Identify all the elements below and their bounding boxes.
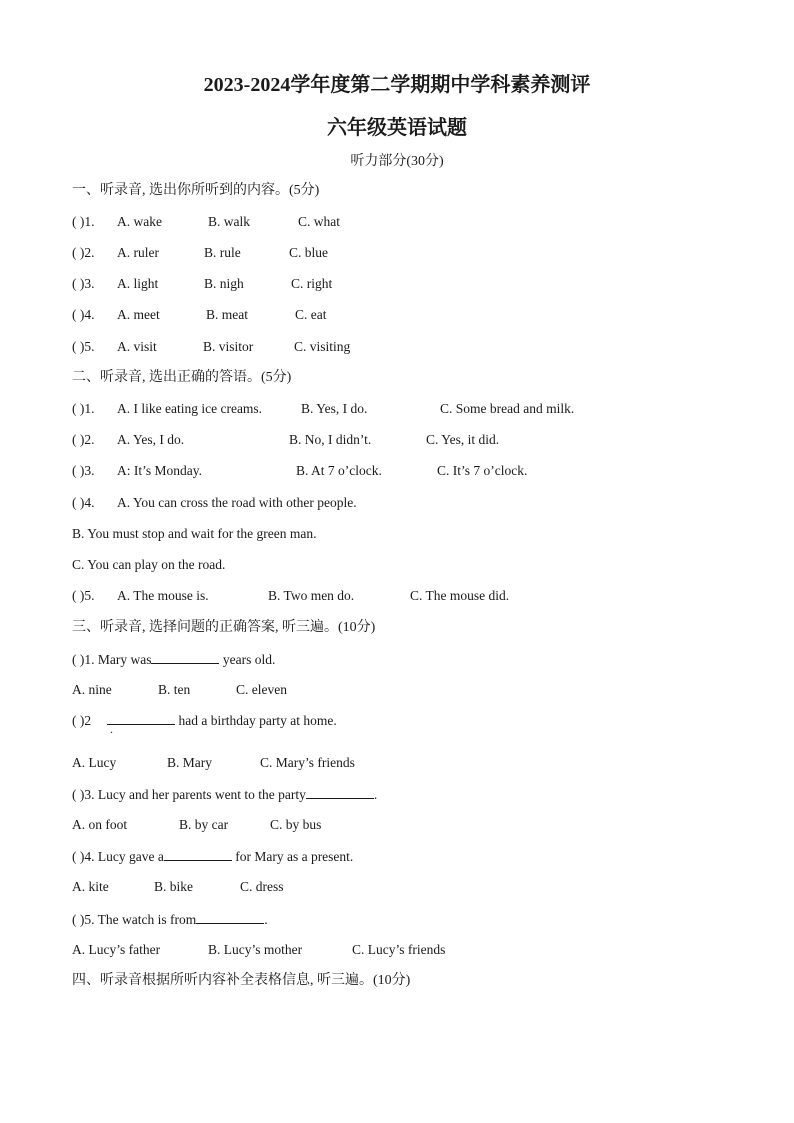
stem-text: ( )1. Mary was	[72, 652, 152, 667]
option-c: C. right	[291, 276, 333, 291]
option-b: B. Yes, I do.	[301, 401, 368, 416]
option-a: A. ruler	[117, 245, 159, 260]
answer-blank[interactable]	[107, 710, 175, 725]
option-a: A. You can cross the road with other people.	[117, 495, 357, 510]
answer-blank[interactable]	[196, 909, 264, 924]
option-b: B. visitor	[203, 339, 254, 354]
answer-blank[interactable]	[306, 784, 374, 799]
section-3-heading: 三、听录音, 选择问题的正确答案, 听三遍。(10分)	[72, 620, 376, 635]
option-a: A. visit	[117, 339, 157, 354]
question-number: ( )1.	[72, 401, 95, 416]
section-1-heading: 一、听录音, 选出你所听到的内容。(5分)	[72, 183, 320, 198]
option-a: A. kite	[72, 879, 109, 894]
stem-text: had a birthday party at home.	[175, 713, 337, 728]
option-b: B. At 7 o’clock.	[296, 463, 382, 478]
exam-title: 2023-2024学年度第二学期期中学科素养测评	[203, 74, 591, 96]
option-a: A: It’s Monday.	[117, 463, 202, 478]
option-c: C. The mouse did.	[410, 588, 510, 603]
stem-text: for Mary as a present.	[231, 849, 354, 864]
option-a: A. wake	[117, 214, 162, 229]
option-c: C. eleven	[236, 682, 287, 697]
exam-subtitle: 六年级英语试题	[327, 117, 467, 139]
question-number: ( )1.	[72, 214, 95, 229]
option-b: B. Lucy’s mother	[208, 942, 303, 957]
s3-question-1	[72, 649, 275, 669]
question-number: ( )5.	[72, 339, 95, 354]
option-c: C. Lucy’s friends	[352, 942, 446, 957]
s3-question-5	[72, 909, 268, 929]
option-a: A. I like eating ice creams.	[117, 401, 263, 416]
question-stem	[72, 652, 275, 667]
question-stem	[72, 787, 377, 802]
option-c: C. eat	[295, 307, 327, 322]
option-b: B. Two men do.	[268, 588, 355, 603]
option-c: C. It’s 7 o’clock.	[437, 463, 528, 478]
stem-text: years old.	[219, 652, 276, 667]
option-c: C. blue	[289, 245, 328, 260]
stem-text: ( )4. Lucy gave a	[72, 849, 164, 864]
stem-text: ( )5. The watch is from	[72, 912, 197, 927]
option-c: C. Yes, it did.	[426, 432, 500, 447]
stem-text: .	[373, 787, 378, 802]
s2-q4-option-c: C. You can play on the road.	[72, 557, 226, 572]
option-a: A. Yes, I do.	[117, 432, 185, 447]
option-b: B. Mary	[167, 755, 212, 770]
option-b: B. rule	[204, 245, 241, 260]
stem-text: ( )2	[72, 713, 92, 728]
question-number: ( )5.	[72, 588, 95, 603]
question-number: ( )4.	[72, 495, 95, 510]
option-b: B. by car	[179, 817, 229, 832]
option-a: A. meet	[117, 307, 160, 322]
question-stem	[72, 912, 268, 927]
section-2-heading: 二、听录音, 选出正确的答语。(5分)	[72, 370, 292, 385]
option-b: B. meat	[206, 307, 248, 322]
option-b: B. No, I didn’t.	[289, 432, 372, 447]
option-a: A. nine	[72, 682, 112, 697]
s2-q4-option-b: B. You must stop and wait for the green man.	[72, 526, 317, 541]
question-number: ( )4.	[72, 307, 95, 322]
stray-dot: .	[110, 722, 113, 736]
question-number: ( )2.	[72, 432, 95, 447]
stem-text: ( )3. Lucy and her parents went to the party	[72, 787, 306, 802]
option-c: C. visiting	[294, 339, 351, 354]
answer-blank[interactable]	[151, 649, 219, 664]
option-a: A. on foot	[72, 817, 128, 832]
option-a: A. light	[117, 276, 159, 291]
answer-blank[interactable]	[164, 846, 232, 861]
section-4-heading: 四、听录音根据所听内容补全表格信息, 听三遍。(10分)	[72, 973, 411, 988]
question-number: ( )3.	[72, 276, 95, 291]
option-a: A. Lucy’s father	[72, 942, 161, 957]
option-a: A. Lucy	[72, 755, 117, 770]
option-c: C. dress	[240, 879, 284, 894]
option-c: C. what	[298, 214, 340, 229]
question-number: ( )2.	[72, 245, 95, 260]
option-b: B. nigh	[204, 276, 244, 291]
option-b: B. ten	[158, 682, 191, 697]
s3-question-4	[72, 846, 353, 866]
listening-part-label: 听力部分(30分)	[350, 154, 444, 169]
option-b: B. bike	[154, 879, 193, 894]
option-c: C. Some bread and milk.	[440, 401, 575, 416]
option-c: C. Mary’s friends	[260, 755, 355, 770]
question-number: ( )3.	[72, 463, 95, 478]
stem-text: .	[264, 912, 268, 927]
s3-question-3	[72, 784, 377, 804]
option-b: B. walk	[208, 214, 250, 229]
option-c: C. by bus	[270, 817, 322, 832]
question-stem	[72, 849, 353, 864]
option-a: A. The mouse is.	[117, 588, 209, 603]
